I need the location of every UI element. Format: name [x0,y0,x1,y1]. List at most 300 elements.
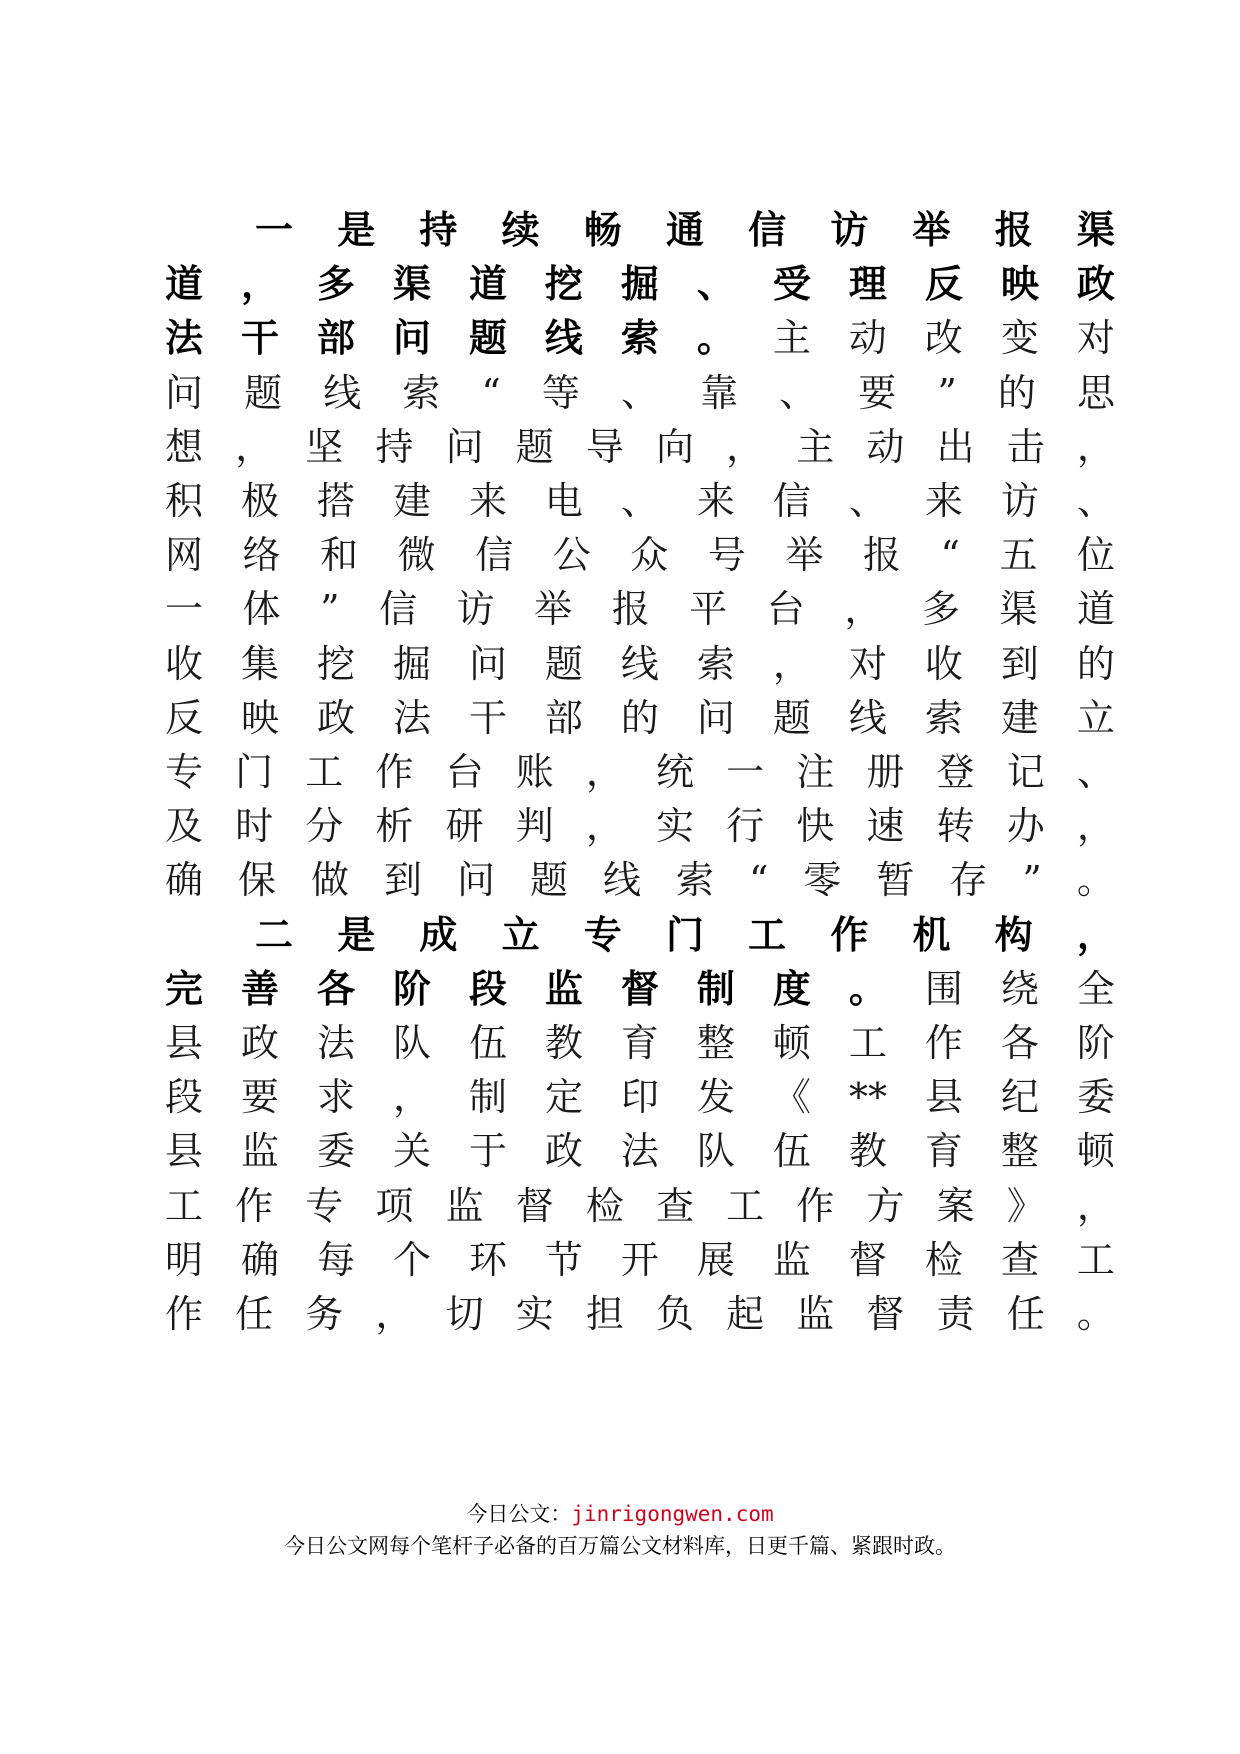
text-line [165,417,1115,477]
bold-char: 二 [255,912,294,957]
text-char: 政 [316,695,355,740]
text-char: 、 [1076,479,1115,523]
text-char: 保 [238,858,277,903]
text-char: 作 [924,1021,963,1065]
text-line [165,1230,1115,1290]
text-line [165,1284,1115,1344]
text-char: 做 [311,858,350,903]
text-char: 担 [585,1292,624,1336]
text-char: 务 [305,1292,344,1336]
text-char: 》 [1006,1183,1045,1228]
text-char: 、 [779,370,818,415]
text-line [165,796,1115,856]
text-char: 展 [696,1237,735,1282]
text-char: 个 [392,1237,431,1282]
text-char: 教 [544,1021,583,1065]
text-char: 的 [997,370,1036,415]
bold-char: 制 [696,966,735,1011]
bold-char: 映 [1000,262,1039,307]
text-line [165,1121,1115,1181]
text-char: 渠 [999,587,1038,632]
text-char: 极 [240,479,279,523]
text-char: 阶 [1076,1021,1115,1065]
text-char: ， [726,424,765,469]
text-char: 电 [544,479,583,523]
bold-char: 作 [830,912,869,957]
text-char: 段 [165,1075,204,1120]
text-char: 积 [165,479,204,523]
text-char: 映 [240,695,279,740]
text-char: 明 [165,1237,204,1282]
text-char: 求 [317,1075,356,1120]
text-char: 坚 [305,424,344,469]
text-char: 来 [468,479,507,523]
text-char: 对 [1076,316,1115,361]
text-char: 和 [320,533,359,578]
bold-char: 完 [165,966,204,1011]
bold-char: 善 [240,966,279,1011]
bold-char: 通 [665,208,704,252]
text-char: 反 [165,695,204,740]
text-char: 《 [773,1075,812,1120]
text-line [165,1013,1115,1073]
text-char: 到 [1000,641,1039,686]
text-char: 任 [1006,1292,1045,1336]
text-char: 统 [655,750,694,794]
text-char: 定 [545,1075,584,1120]
text-char: 一 [726,750,765,794]
bold-char: 段 [468,966,507,1011]
text-char: 每 [316,1237,355,1282]
bold-char: 监 [544,966,583,1011]
text-char: 、 [620,370,659,415]
text-char: 整 [696,1021,735,1065]
text-char: 确 [240,1237,279,1282]
text-char: 制 [469,1075,508,1120]
text-char: 问 [445,424,484,469]
text-char: 变 [1000,316,1039,361]
footer-label: 今日公文： [466,1502,572,1526]
text-char: 题 [544,641,583,686]
text-char: 信 [379,587,418,632]
text-char: 伍 [468,1021,507,1065]
text-char: 印 [621,1075,660,1120]
text-line [165,471,1115,531]
bold-char: 理 [848,262,887,307]
text-char: 监 [240,1129,279,1174]
text-char: 的 [620,695,659,740]
bold-char: 立 [501,912,540,957]
text-char: 工 [726,1183,765,1228]
text-char: 围 [924,966,963,1011]
text-char: 速 [866,804,905,849]
text-char: ， [393,1075,432,1120]
text-char: 伍 [772,1129,811,1174]
text-char: 。 [1076,858,1115,903]
bold-char: 法 [165,316,204,361]
text-char: 监 [796,1292,835,1336]
text-char: 多 [921,587,960,632]
text-char: 台 [766,587,805,632]
text-char: 责 [936,1292,975,1336]
bold-char: 举 [912,208,951,252]
text-char: 主 [796,424,835,469]
text-char: 搭 [316,479,355,523]
text-char: 信 [772,479,811,523]
text-char: 一 [165,587,204,632]
bold-char: 干 [240,316,279,361]
text-char: 动 [848,316,887,361]
text-line [165,254,1115,314]
bold-char: 。 [848,966,887,1011]
text-char: 册 [866,750,905,794]
footer-url-link[interactable]: jinrigongwen.com [571,1502,774,1526]
text-char: 靠 [700,370,739,415]
bold-char: 续 [501,208,540,252]
text-char: 问 [457,858,496,903]
text-char: 顿 [1076,1129,1115,1174]
text-char: 教 [848,1129,887,1174]
text-char: 确 [165,858,204,903]
bold-char: 受 [772,262,811,307]
text-char: 检 [924,1237,963,1282]
bold-char: 各 [316,966,355,1011]
text-char: ， [1076,804,1115,849]
text-char: 问 [165,370,204,415]
text-char: 作 [235,1183,274,1228]
text-char: 项 [375,1183,414,1228]
bold-char: 度 [772,966,811,1011]
bold-char: 线 [544,316,583,361]
text-char: 建 [392,479,431,523]
text-char: 快 [796,804,835,849]
text-char: 政 [544,1129,583,1174]
text-char: 击 [1006,424,1045,469]
text-char: 道 [1076,587,1115,632]
text-char: 题 [244,370,283,415]
text-char: 访 [456,587,495,632]
text-char: 举 [785,533,824,578]
text-char: 作 [796,1183,835,1228]
text-char: 监 [445,1183,484,1228]
footer-tagline: 今日公文网每个笔杆子必备的百万篇公文材料库，日更千篇、紧跟时政。 [284,1534,956,1558]
text-char: 部 [544,695,583,740]
text-char: ， [585,804,624,849]
text-char: 工 [305,750,344,794]
text-line [165,579,1115,639]
text-char: ， [375,1292,414,1336]
text-char: 记 [1006,750,1045,794]
bold-char: 索 [620,316,659,361]
text-char: 实 [515,1292,554,1336]
text-char: ， [844,587,883,632]
bold-char: 是 [337,912,376,957]
text-char: 主 [772,316,811,361]
text-char: 建 [1000,695,1039,740]
text-char: 、 [1076,750,1115,794]
bold-char: 访 [830,208,869,252]
text-char: 门 [235,750,274,794]
text-char: 判 [515,804,554,849]
text-char: 关 [392,1129,431,1174]
text-char: ** [849,1075,887,1120]
text-char: 索 [924,695,963,740]
text-char: 专 [305,1183,344,1228]
text-line [255,200,1115,260]
text-line [165,1067,1115,1127]
text-char: 平 [689,587,728,632]
text-char: 登 [936,750,975,794]
text-char: 分 [305,804,344,849]
bold-char: 持 [419,208,458,252]
text-char: 法 [392,695,431,740]
text-char: ， [772,641,811,686]
bold-char: 题 [468,316,507,361]
text-char: 台 [445,750,484,794]
text-line [165,525,1115,585]
bold-char: 渠 [1076,208,1115,252]
text-char: 号 [707,533,746,578]
text-line [165,742,1115,802]
text-char: 索 [696,641,735,686]
text-char: 账 [515,750,554,794]
bold-char: 道 [468,262,507,307]
bold-char: 挖 [544,262,583,307]
text-char: 作 [165,1292,204,1336]
text-line [165,308,1115,368]
text-char: 零 [803,858,842,903]
bold-char: 政 [1076,262,1115,307]
text-char: ” [1022,858,1042,903]
bold-char: ， [1076,912,1115,957]
bold-char: 报 [994,208,1033,252]
text-char: “ [749,858,769,903]
text-char: 、 [620,479,659,523]
footer-source [0,1500,1240,1528]
text-char: 督 [866,1292,905,1336]
text-char: 来 [696,479,735,523]
text-char: 案 [936,1183,975,1228]
text-char: 公 [552,533,591,578]
text-char: 委 [1076,1075,1115,1120]
text-line [165,363,1115,423]
text-char: “ [940,533,960,578]
text-char: 法 [620,1129,659,1174]
text-char: 索 [676,858,715,903]
text-char: 法 [316,1021,355,1065]
text-char: 督 [848,1237,887,1282]
text-char: 查 [655,1183,694,1228]
bold-char: 部 [316,316,355,361]
bold-char: 。 [696,316,735,361]
bold-char: 门 [665,912,704,957]
text-char: 问 [696,695,735,740]
text-char: 到 [384,858,423,903]
text-char: 环 [468,1237,507,1282]
text-char: 问 [468,641,507,686]
text-line [165,1176,1115,1236]
text-char: 节 [544,1237,583,1282]
bold-char: 畅 [583,208,622,252]
text-char: 队 [696,1129,735,1174]
text-char: 线 [620,641,659,686]
text-char: 要 [241,1075,280,1120]
text-char: 持 [375,424,414,469]
bold-char: 阶 [392,966,431,1011]
text-char: 专 [165,750,204,794]
text-char: ， [1076,1183,1115,1228]
bold-char: 是 [337,208,376,252]
text-char: 线 [323,370,362,415]
text-char: 注 [796,750,835,794]
text-char: 检 [585,1183,624,1228]
text-char: 访 [1000,479,1039,523]
text-char: 育 [620,1021,659,1065]
text-char: 暂 [876,858,915,903]
text-char: 改 [924,316,963,361]
text-char: 立 [1076,695,1115,740]
text-char: 顿 [772,1021,811,1065]
text-char: 索 [402,370,441,415]
text-char: 办 [1006,804,1045,849]
text-char: 来 [924,479,963,523]
text-char: 等 [541,370,580,415]
bold-char: 问 [392,316,431,361]
text-char: 绕 [1000,966,1039,1011]
text-char: 县 [924,1075,963,1120]
text-char: 动 [866,424,905,469]
text-char: 县 [165,1129,204,1174]
bold-char: 多 [316,262,355,307]
text-line [255,905,1115,965]
bold-char: 工 [748,912,787,957]
bold-char: 掘 [620,262,659,307]
text-char: 。 [1076,1292,1115,1336]
text-char: 收 [165,641,204,686]
text-char: 作 [375,750,414,794]
text-char: 育 [924,1129,963,1174]
bold-char: 构 [994,912,1033,957]
bold-char: 、 [696,262,735,307]
text-char: 导 [585,424,624,469]
text-char: 全 [1076,966,1115,1011]
text-char: 纪 [1000,1075,1039,1120]
text-char: 对 [848,641,887,686]
text-char: 集 [240,641,279,686]
text-char: 题 [515,424,554,469]
text-char: 工 [848,1021,887,1065]
bold-char: 机 [912,912,951,957]
text-char: 整 [1000,1129,1039,1174]
text-char: 出 [936,424,975,469]
text-char: 报 [862,533,901,578]
text-char: 查 [1000,1237,1039,1282]
text-char: ， [585,750,624,794]
text-char: 起 [726,1292,765,1336]
bold-char: 专 [583,912,622,957]
text-char: 任 [235,1292,274,1336]
text-char: 方 [866,1183,905,1228]
text-char: 位 [1076,533,1115,578]
text-char: ， [235,424,274,469]
text-char: 挖 [316,641,355,686]
text-char: 政 [240,1021,279,1065]
text-char: 思 [1076,370,1115,415]
text-char: 网 [165,533,204,578]
text-char: 体 [242,587,281,632]
text-char: 线 [848,695,887,740]
bold-char: 一 [255,208,294,252]
text-char: 行 [726,804,765,849]
text-char: 督 [515,1183,554,1228]
text-char: 报 [611,587,650,632]
text-char: 县 [165,1021,204,1065]
text-char: 及 [165,804,204,849]
text-char: 、 [848,479,887,523]
bold-char: 信 [748,208,787,252]
text-char: 负 [655,1292,694,1336]
text-char: 线 [603,858,642,903]
text-line [165,634,1115,694]
text-char: 发 [697,1075,736,1120]
text-char: 存 [949,858,988,903]
bold-char: 成 [419,912,458,957]
bold-char: ， [240,262,279,307]
text-char: 要 [858,370,897,415]
text-char: 队 [392,1021,431,1065]
text-line [165,688,1115,748]
bold-char: 渠 [392,262,431,307]
text-char: 析 [375,804,414,849]
text-char: 研 [445,804,484,849]
text-char: 收 [924,641,963,686]
text-char: 监 [772,1237,811,1282]
bold-char: 道 [165,262,204,307]
text-char: 工 [165,1183,204,1228]
text-char: 委 [316,1129,355,1174]
bold-char: 督 [620,966,659,1011]
text-char: 干 [468,695,507,740]
text-char: 的 [1076,641,1115,686]
text-char: ” [937,370,957,415]
bold-char: 反 [924,262,963,307]
text-char: 五 [999,533,1038,578]
text-char: 实 [655,804,694,849]
text-line [165,959,1115,1019]
text-line [165,850,1115,910]
text-char: 题 [772,695,811,740]
text-char: “ [481,370,501,415]
text-char: 掘 [392,641,431,686]
text-char: 信 [475,533,514,578]
text-char: 时 [235,804,274,849]
text-char: 开 [620,1237,659,1282]
text-char: 切 [445,1292,484,1336]
text-char: 举 [534,587,573,632]
text-char: 络 [242,533,281,578]
text-char: 转 [936,804,975,849]
text-char: ” [320,587,340,632]
text-char: 于 [468,1129,507,1174]
text-char: 众 [630,533,669,578]
text-char: ， [1076,424,1115,469]
text-char: 向 [655,424,694,469]
text-char: 微 [397,533,436,578]
text-char: 想 [165,424,204,469]
text-char: 工 [1076,1237,1115,1282]
text-char: 题 [530,858,569,903]
text-char: 各 [1000,1021,1039,1065]
